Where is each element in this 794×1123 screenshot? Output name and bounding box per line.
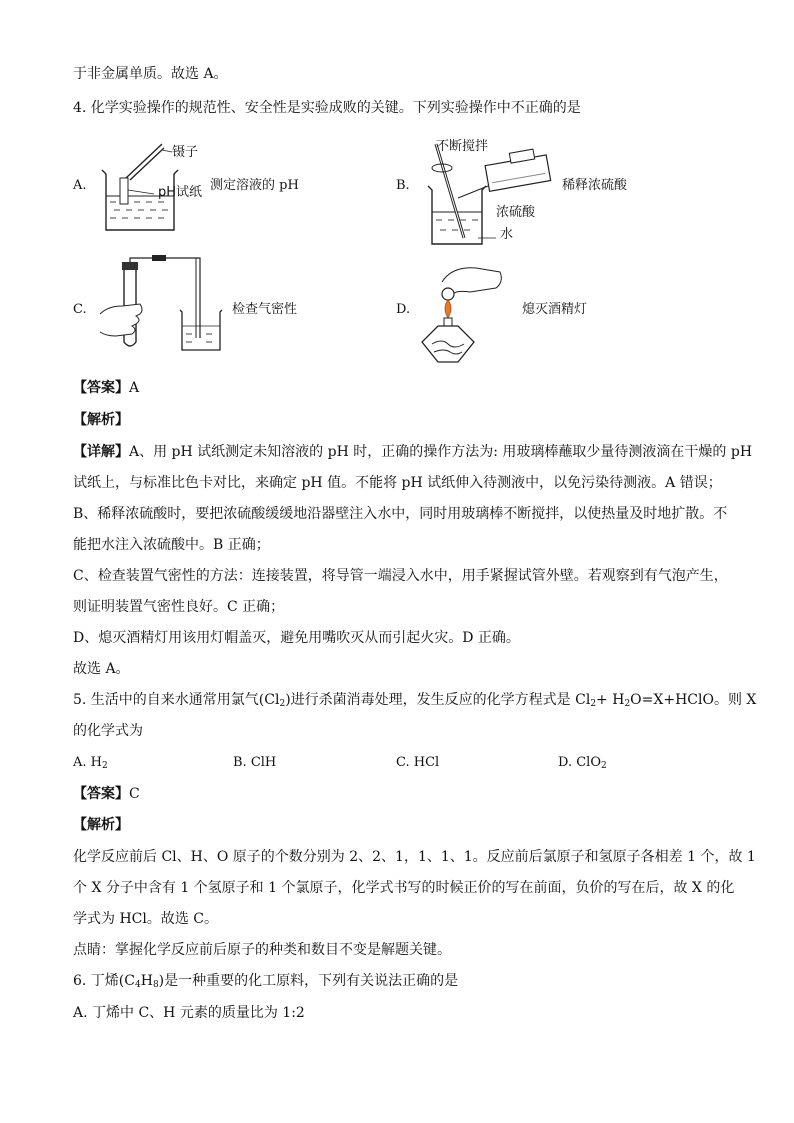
q4-detail-line-6: 则证明装置气密性良好。C 正确； [73, 599, 285, 615]
answer-tag: 【答案】 [73, 786, 129, 802]
q5-analysis-line-3: 学式为 HCl。故选 C。 [73, 911, 219, 927]
conc-acid-label: 浓硫酸 [496, 205, 536, 220]
q4-option-b-desc: 稀释浓硫酸 [562, 178, 628, 193]
q4-option-b-letter: B. [396, 178, 410, 193]
q5-option-b: B. ClH [233, 755, 277, 770]
q6-s1c: )是一种重要的化工原料，下列有关说法正确的是 [158, 973, 459, 989]
q5-option-a-text: A. H [73, 755, 102, 770]
q5-analysis-line-2: 个 X 分子中含有 1 个氢原子和 1 个氯原子，化学式书写的时候正价的写在前面，负价的写在后，故 X 的化 [73, 880, 735, 896]
q4-option-c-letter: C. [73, 302, 87, 317]
q5-answer-value: C [129, 786, 140, 802]
water-label: 水 [500, 227, 514, 242]
q6-s1b: H [140, 973, 153, 989]
q5-s1a: 5. 生活中的自来水通常用氯气(Cl [73, 692, 280, 708]
q5-stem-line-2: 的化学式为 [73, 723, 143, 739]
q5-s1d: O=X+HClO。则 X [630, 692, 757, 708]
answer-tag: 【答案】 [73, 380, 129, 396]
q5-option-d [558, 753, 607, 773]
q5-s1b: )进行杀菌消毒处理，发生反应的化学方程式是 Cl [285, 692, 591, 708]
stir-label: 不断搅拌 [436, 139, 489, 154]
q4-answer-value: A [129, 380, 140, 396]
q5-sub2: 2 [590, 699, 597, 709]
q5-sub3: 2 [624, 699, 631, 709]
q4-analysis-tag: 【解析】 [73, 412, 129, 428]
q5-option-c: C. HCl [396, 755, 440, 770]
q4-detail-line-4: 能把水注入浓硫酸中。B 正确； [73, 537, 270, 553]
q4-option-c-desc: 检查气密性 [232, 302, 298, 317]
q4-option-d-letter: D. [396, 302, 411, 317]
q6-stem [73, 971, 458, 991]
q6-s1a: 6. 丁烯(C [73, 973, 135, 989]
q4-detail-line-3: B、稀释浓硫酸时，要把浓硫酸缓缓地沿器壁注入水中，同时用玻璃棒不断搅拌，以使热量及时地扩散。不 [73, 506, 728, 522]
prev-conclusion: 于非金属单质。故选 A。 [73, 66, 228, 82]
detail-tag: 【详解】 [73, 444, 129, 460]
q5-stem-line-1 [73, 690, 756, 710]
airtight-check-figure [96, 254, 226, 354]
q5-option-d-sub: 2 [601, 761, 607, 771]
q5-analysis-line-1: 化学反应前后 Cl、H、O 原子的个数分别为 2、2、1，1、1、1。反应前后氯原子和氢原子各相差 1 个，故 1 [73, 849, 756, 865]
q4-option-d-desc: 熄灭酒精灯 [522, 302, 588, 317]
q5-option-d-text: D. ClO [558, 755, 601, 770]
q4-detail-line-7: D、熄灭酒精灯用该用灯帽盖灭，避免用嘴吹灭从而引起火灾。D 正确。 [73, 630, 520, 646]
q4-detail-line-5: C、检查装置气密性的方法：连接装置，将导管一端浸入水中，用手紧握试管外壁。若观察到有气泡产生， [73, 568, 728, 584]
q4-option-a-desc: 测定溶液的 pH [210, 178, 299, 193]
q5-option-a-sub: 2 [102, 761, 108, 771]
q4-option-a-letter: A. [73, 178, 87, 193]
ph-paper-label: pH试纸 [158, 185, 203, 200]
q4-conclusion: 故选 A。 [73, 661, 130, 677]
q5-analysis-tag: 【解析】 [73, 817, 129, 833]
q5-answer [73, 784, 140, 804]
q4-answer [73, 378, 139, 398]
q4-detail-line-1 [73, 442, 752, 462]
q4-detail-text-1: A、用 pH 试纸测定未知溶液的 pH 时，正确的操作方法为: 用玻璃棒蘸取少量待测液滴在干燥的 pH [129, 444, 753, 460]
q5-tip: 点睛：掌握化学反应前后原子的种类和数目不变是解题关键。 [73, 942, 451, 958]
q6-option-a: A. 丁烯中 C、H 元素的质量比为 1:2 [73, 1005, 305, 1021]
alcohol-lamp-figure [418, 262, 514, 370]
q5-sub1: 2 [279, 699, 286, 709]
q6-sub2: 8 [152, 980, 159, 990]
q5-option-a [73, 753, 108, 773]
tweezers-label: 镊子 [172, 145, 199, 160]
q5-s1c: + H [596, 692, 625, 708]
q4-stem: 4. 化学实验操作的规范性、安全性是实验成败的关键。下列实验操作中不正确的是 [73, 100, 581, 116]
q4-detail-line-2: 试纸上，与标准比色卡对比，来确定 pH 值。不能将 pH 试纸伸入待测液中，以免污染待测液。A 错误； [73, 475, 722, 491]
q6-sub1: 4 [134, 980, 141, 990]
